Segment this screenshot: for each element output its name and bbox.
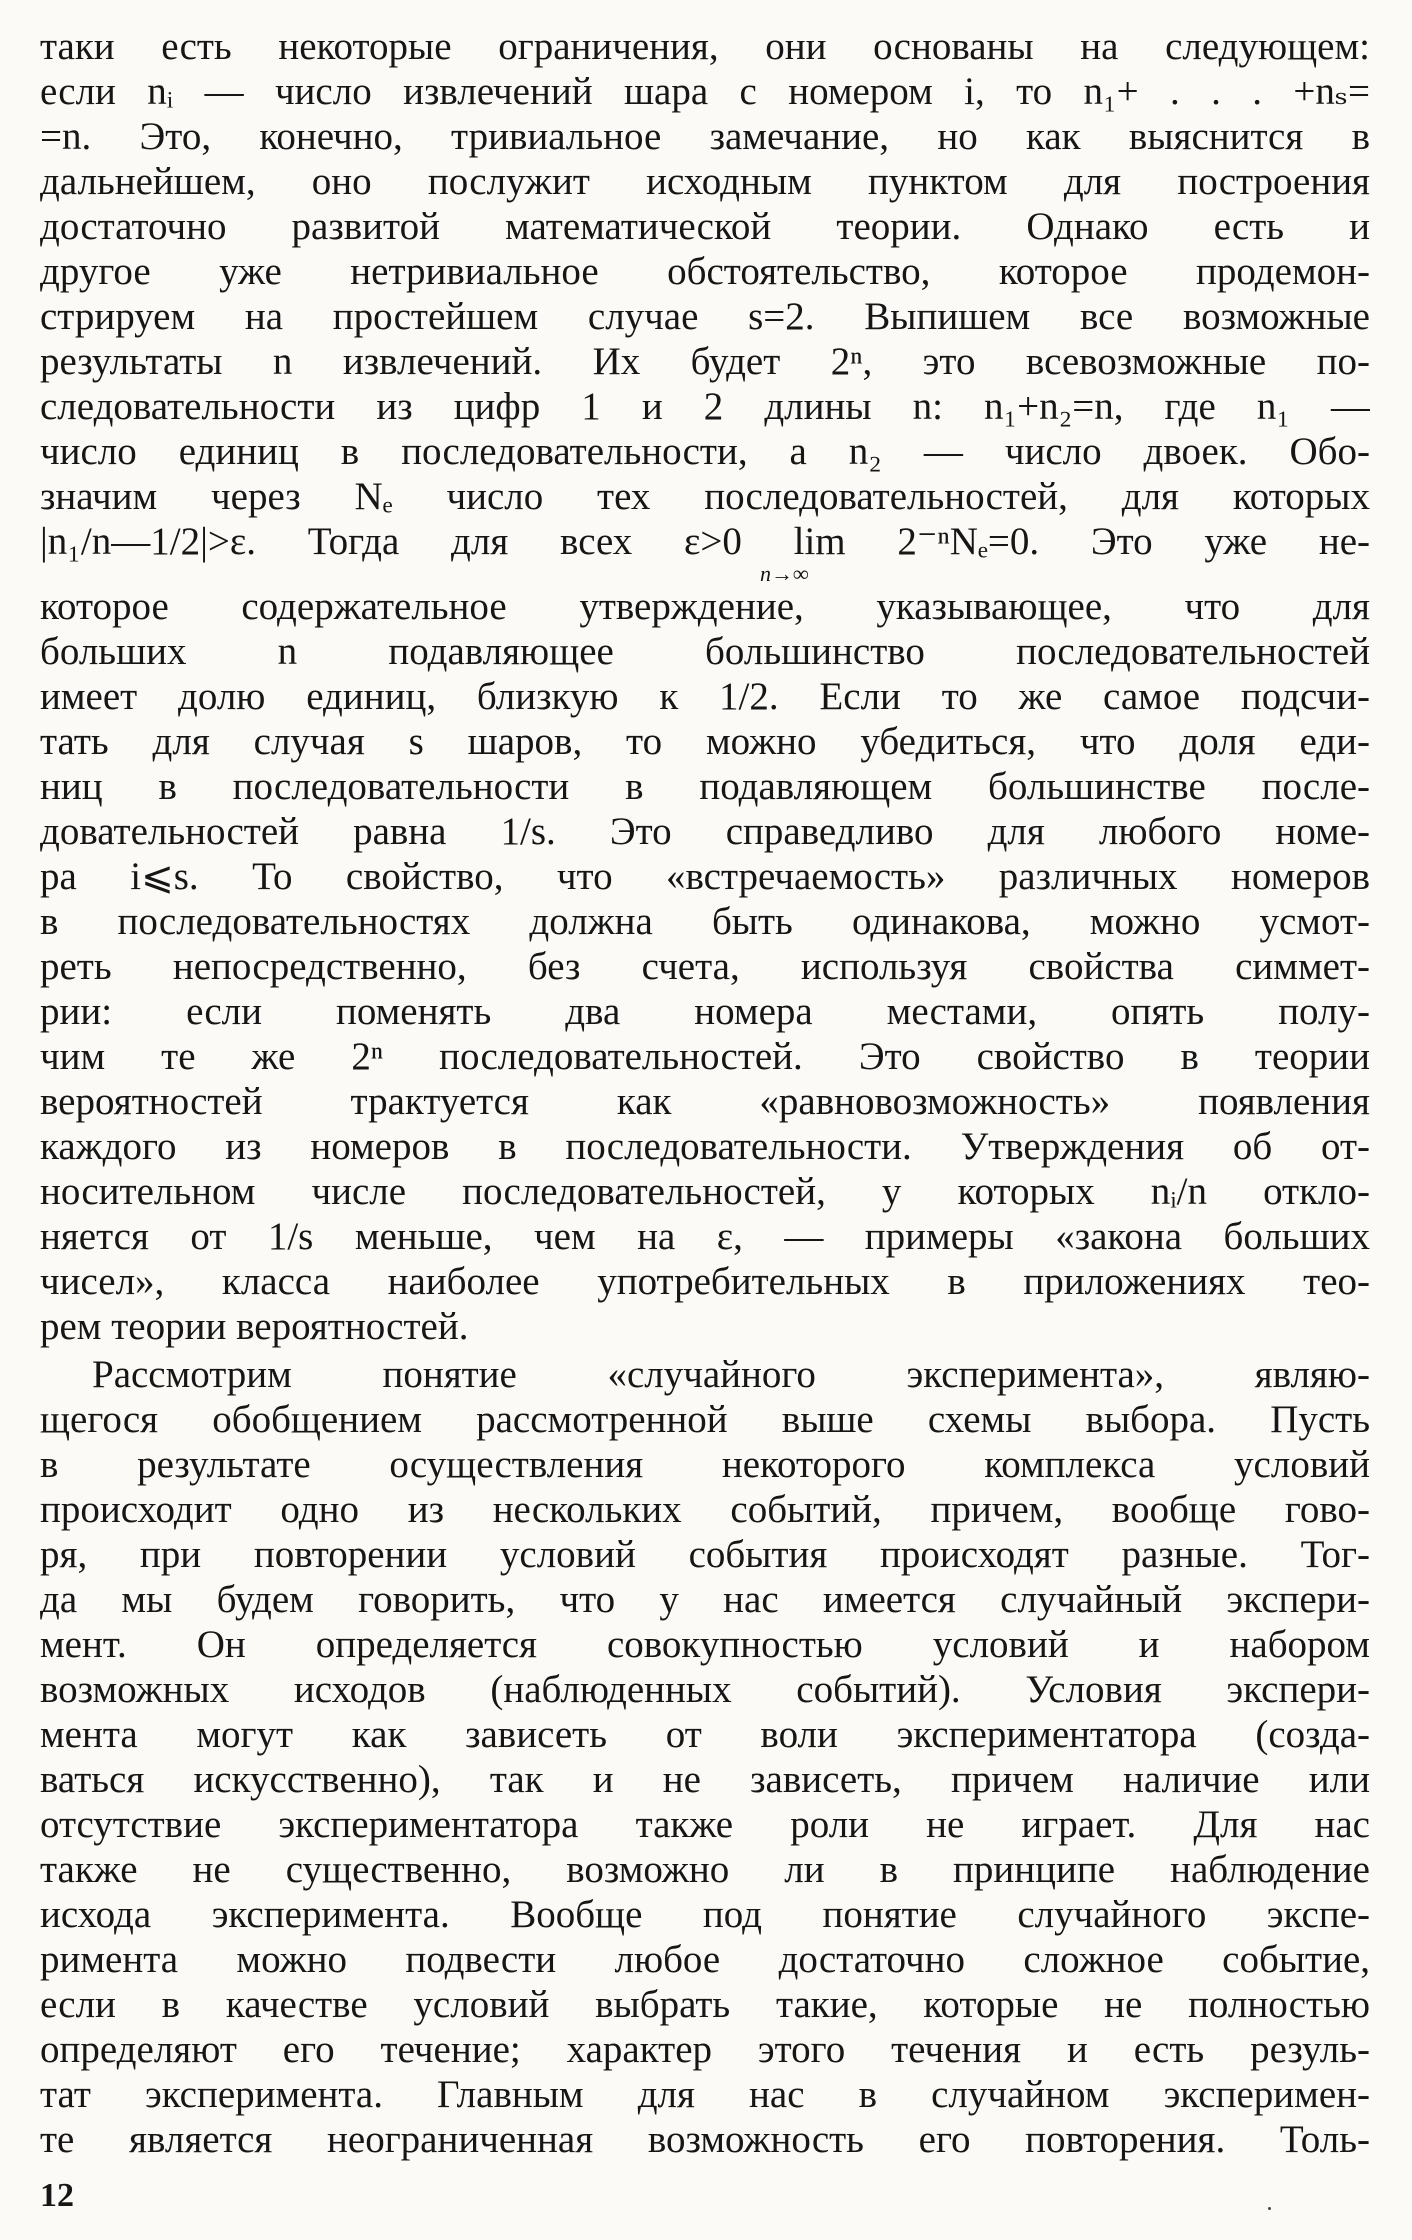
text-line: дальнейшем, оно послужит исходным пунктом для построения [40,160,1370,203]
text-line: также не существенно, возможно ли в принципе наблюдение [40,1848,1370,1891]
text-line: ря, при повторении условий события происходят разные. Тог- [40,1533,1370,1576]
text-line: няется от 1/s меньше, чем на ε, — примеры «закона больших [40,1215,1370,1258]
text-line: Рассмотрим понятие «случайного эксперимента», являю- [92,1353,1370,1396]
text-line: тать для случая s шаров, то можно убедиться, что доля еди- [40,720,1370,763]
text-line: довательностей равна 1/s. Это справедливо для любого номе- [40,810,1370,853]
text-line: результаты n извлечений. Их будет 2ⁿ, это всевозможные по- [40,340,1370,383]
text-line: стрируем на простейшем случае s=2. Выпишем все возможные [40,295,1370,338]
text-line: если nᵢ — число извлечений шара с номером i, то n₁+ . . . +nₛ= [40,70,1370,113]
paragraph-2 [40,1352,1370,2162]
text-line: мента могут как зависеть от воли экспериментатора (созда- [40,1713,1370,1756]
text-line: определяют его течение; характер этого течения и есть резуль- [40,2028,1370,2071]
text-line: рии: если поменять два номера местами, опять полу- [40,990,1370,1033]
print-speck [1268,2207,1271,2210]
text-line: реть непосредственно, без счета, используя свойства симмет- [40,945,1370,988]
text-line: в последовательностях должна быть одинакова, можно усмот- [40,900,1370,943]
text-line: чим те же 2ⁿ последовательностей. Это свойство в теории [40,1035,1370,1078]
paragraph-1 [40,24,1370,1349]
text-line: другое уже нетривиальное обстоятельство, которое продемон- [40,250,1370,293]
text-line: те является неограниченная возможность его повторения. Толь- [40,2118,1370,2161]
text-line: носительном числе последовательностей, у которых nᵢ/n откло- [40,1170,1370,1213]
text-line: ваться искусственно), так и не зависеть, причем наличие или [40,1758,1370,1801]
text-line: значим через Nₑ число тех последовательностей, для которых [40,475,1370,518]
text-line: происходит одно из нескольких событий, причем, вообще гово- [40,1488,1370,1531]
text-line: которое содержательное утверждение, указывающее, что для [40,585,1370,628]
text-line: число единиц в последовательности, а n₂ — число двоек. Обо- [40,430,1370,473]
page-number: 12 [40,2177,74,2214]
text-line: чисел», класса наиболее употребительных в приложениях тео- [40,1260,1370,1303]
text-line: каждого из номеров в последовательности. Утверждения об от- [40,1125,1370,1168]
text-line: в результате осуществления некоторого комплекса условий [40,1443,1370,1486]
text-line: =n. Это, конечно, тривиальное замечание, но как выяснится в [40,115,1370,158]
text-line: отсутствие экспериментатора также роли не играет. Для нас [40,1803,1370,1846]
limit-subscript: n→∞ [760,561,809,586]
text-line: достаточно развитой математической теории. Однако есть и [40,205,1370,248]
text-line: мент. Он определяется совокупностью условий и набором [40,1623,1370,1666]
text-line: тат эксперимента. Главным для нас в случайном эксперимен- [40,2073,1370,2116]
text-line: следовательности из цифр 1 и 2 длины n: n₁+n₂=n, где n₁ — [40,385,1370,428]
text-line: рем теории вероятностей. [40,1305,469,1348]
text-line: больших n подавляющее большинство последовательностей [40,630,1370,673]
text-line: если в качестве условий выбрать такие, которые не полностью [40,1983,1370,2026]
text-line: римента можно подвести любое достаточно сложное событие, [40,1938,1370,1981]
text-line: |n₁/n—1/2|>ε. Тогда для всех ε>0 lim 2⁻ⁿNₑ=0. Это уже не- [40,520,1370,563]
text-line: ниц в последовательности в подавляющем большинстве после- [40,765,1370,808]
text-line: возможных исходов (наблюденных событий). Условия экспери- [40,1668,1370,1711]
text-line: вероятностей трактуется как «равновозможность» появления [40,1080,1370,1123]
text-line: ра i⩽s. То свойство, что «встречаемость» различных номеров [40,855,1370,898]
text-line: таки есть некоторые ограничения, они основаны на следующем: [40,25,1370,68]
text-line: исхода эксперимента. Вообще под понятие случайного экспе- [40,1893,1370,1936]
text-line: да мы будем говорить, что у нас имеется случайный экспери- [40,1578,1370,1621]
text-line: имеет долю единиц, близкую к 1/2. Если то же самое подсчи- [40,675,1370,718]
text-line: щегося обобщением рассмотренной выше схемы выбора. Пусть [40,1398,1370,1441]
